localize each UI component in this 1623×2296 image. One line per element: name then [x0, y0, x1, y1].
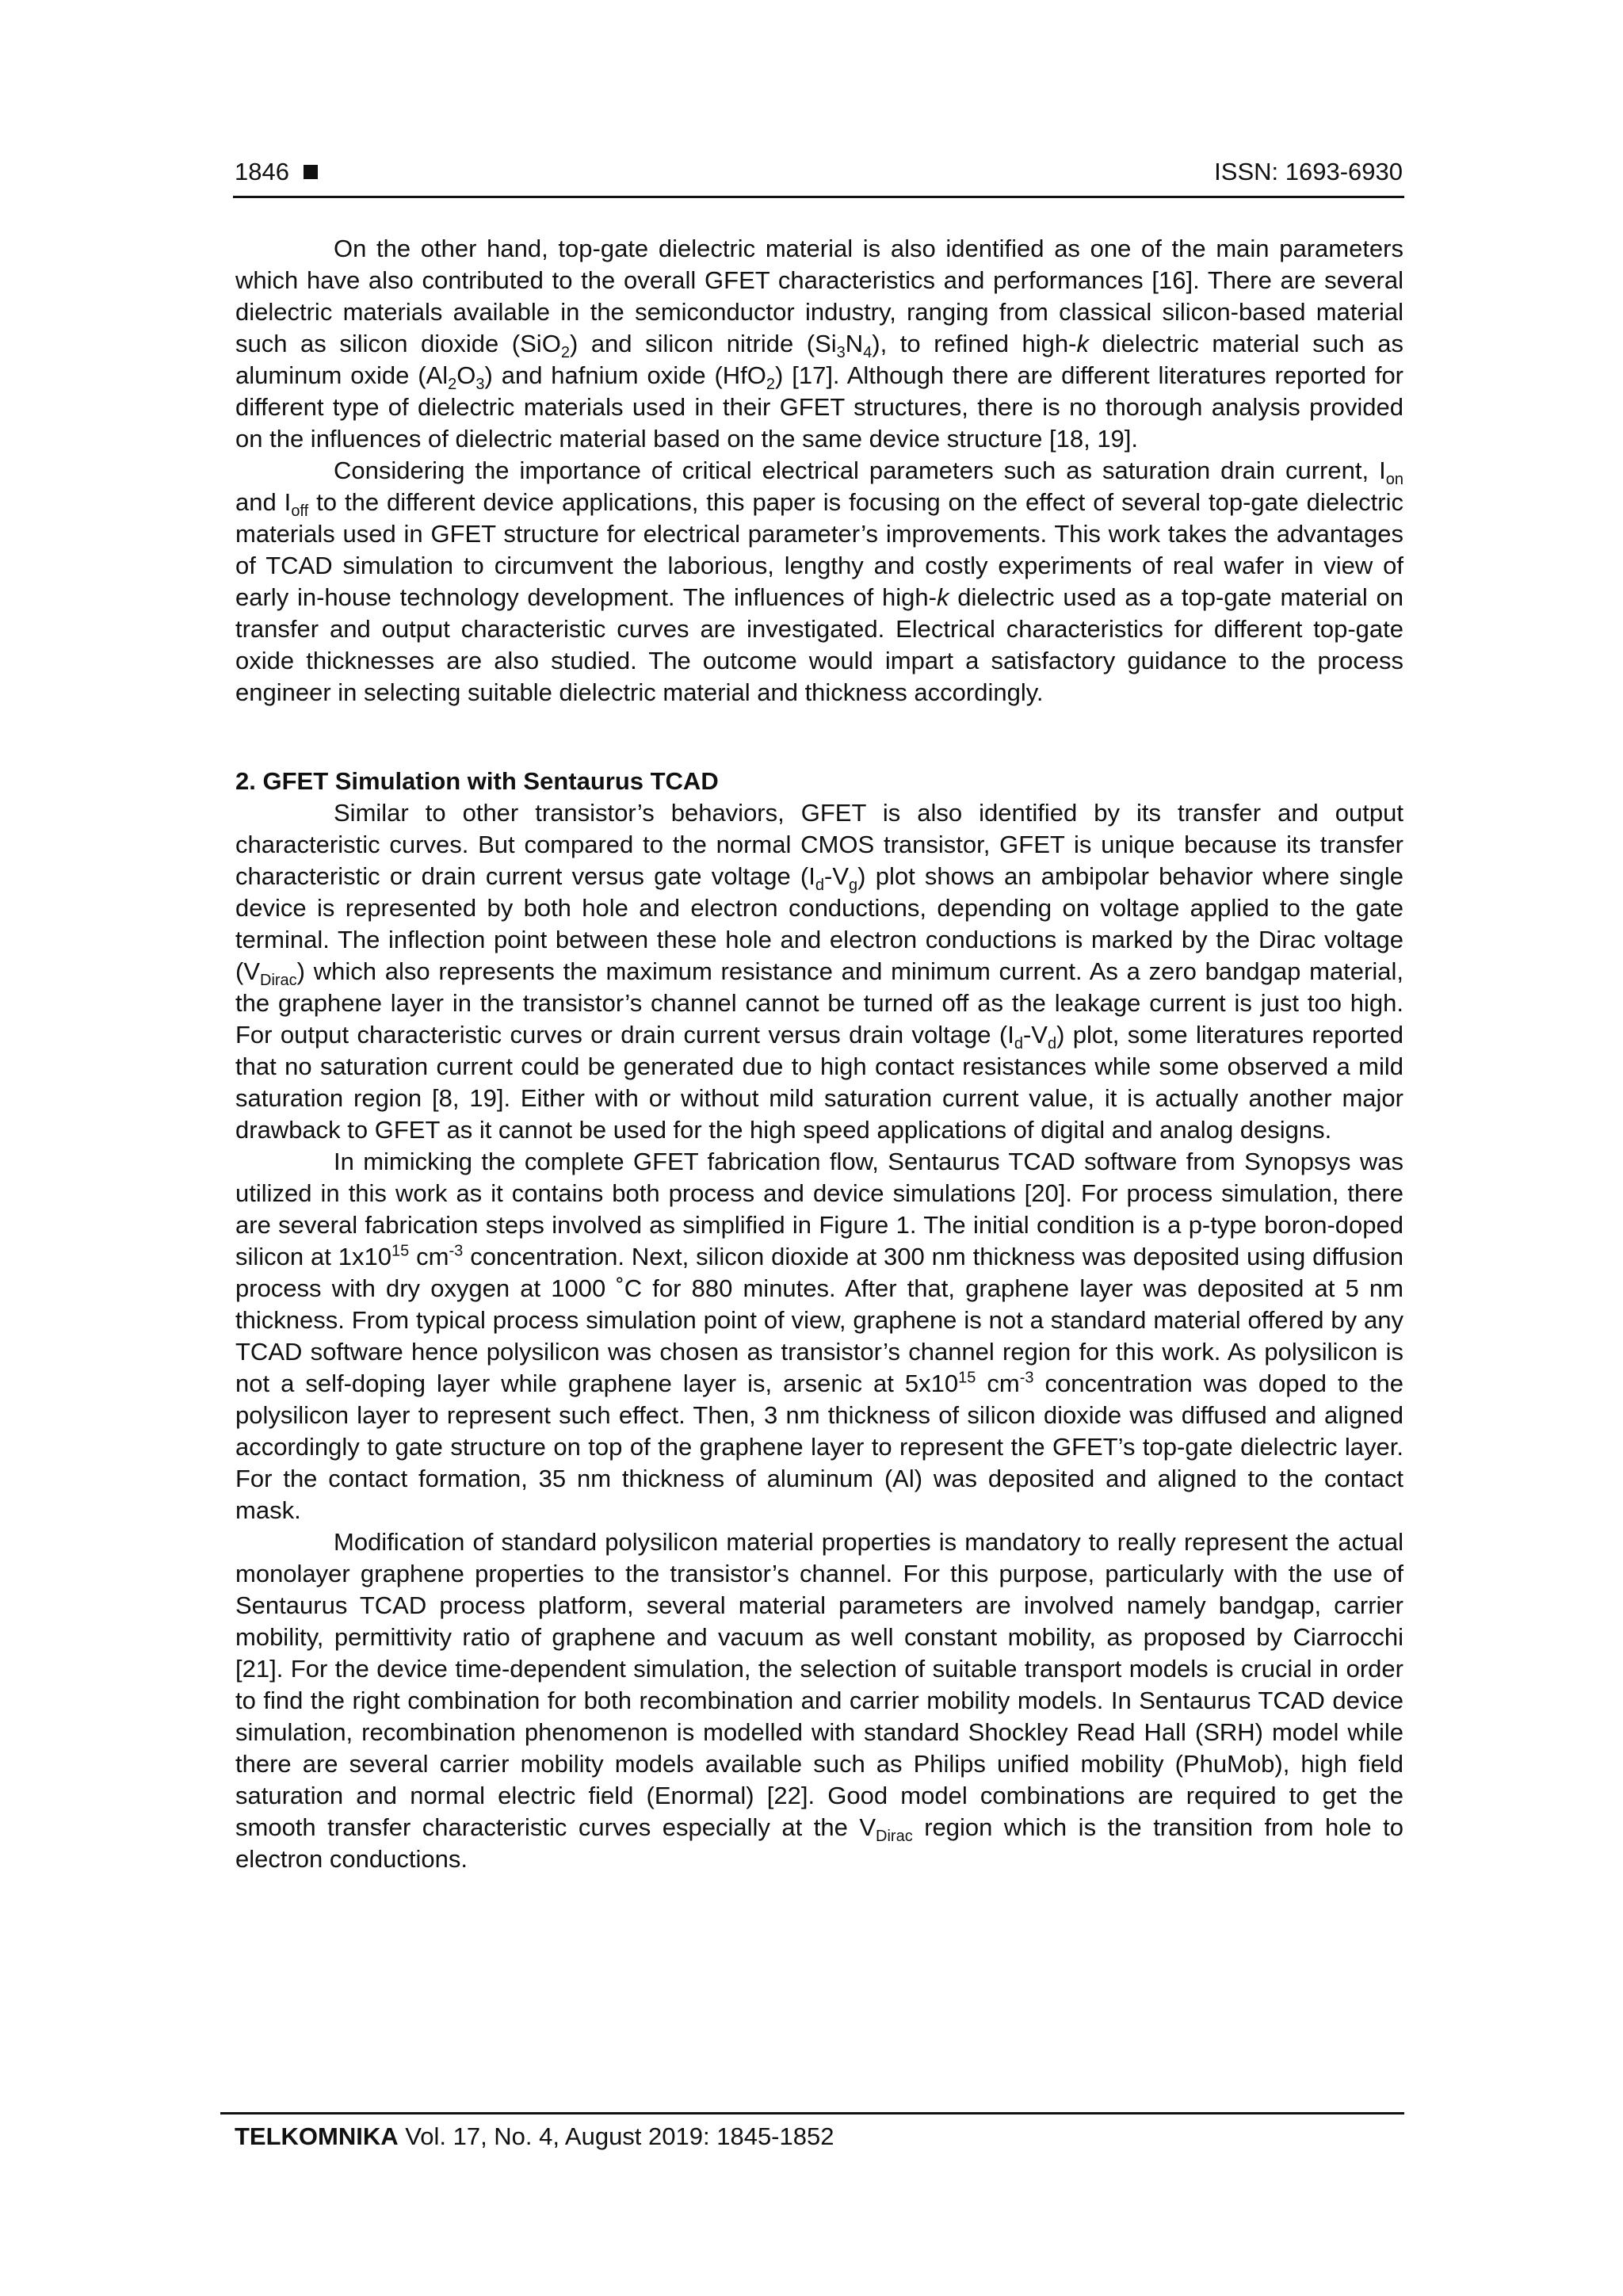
- footer-rule: [220, 2112, 1404, 2115]
- running-header: [235, 156, 1403, 196]
- black-square-icon: [304, 165, 318, 179]
- paragraph-5: Modification of standard polysilicon material properties is mandatory to really represent the actual monolayer graphene properties to the transistor’s channel. For this purpose, particularly with the use of Sentaurus TCAD process platform, several material parameters are involved namely bandgap, carrier mobility, permittivity ratio of graphene and vacuum as well constant mobility, as proposed by Ciarrocchi [21]. For the device time-dependent simulation, the selection of suitable transport models is crucial in order to find the right combination for both recombination and carrier mobility models. In Sentaurus TCAD device simulation, recombination phenomenon is modelled with standard Shockley Read Hall (SRH) model while there are several carrier mobility models available such as Philips unified mobility (PhuMob), high field saturation and normal electric field (Enormal) [22]. Good model combinations are required to get the smooth transfer characteristic curves especially at the $V_{Dirac}$ region which is the transition from hole to electron conductions.: [235, 1528, 1403, 1873]
- paragraph-4: In mimicking the complete GFET fabrication flow, Sentaurus TCAD software from Synopsys was utilized in this work as it contains both process and device simulations [20]. For process simulation, there are several fabrication steps involved as simplified in Figure 1. The initial condition is a p-type boron-doped silicon at $1x10^{15}$ $cm^{-3}$ concentration. Next, silicon dioxide at 300 nm thickness was deposited using diffusion process with dry oxygen at 1000 ˚C for 880 minutes. After that, graphene layer was deposited at 5 nm thickness. From typical process simulation point of view, graphene is not a standard material offered by any TCAD software hence polysilicon was chosen as transistor’s channel region for this work. As polysilicon is not a self-doping layer while graphene layer is, arsenic at $5x10^{15}$ $cm^{-3}$ concentration was doped to the polysilicon layer to represent such effect. Then, 3 nm thickness of silicon dioxide was diffused and aligned accordingly to gate structure on top of the graphene layer to represent the GFET’s top-gate dielectric layer. For the contact formation, 35 nm thickness of aluminum (Al) was deposited and aligned to the contact mask.: [235, 1148, 1404, 1524]
- journal-name: TELKOMNIKA: [235, 2122, 399, 2150]
- paragraph-1: On the other hand, top-gate dielectric material is also identified as one of the main parameters which have also contributed to the overall GFET characteristics and performances [16]. There are several dielectric materials available in the semiconductor industry, ranging from classical silicon-based material such as silicon dioxide (SiO$_2$) and silicon nitride $(Si_3N_4)$, to refined high-k dielectric material such as aluminum oxide $(Al_2O_3)$ and hafnium oxide (HfO$_2$) [17]. Although there are different literatures reported for different type of dielectric materials used in their GFET structures, there is no thorough analysis provided on the influences of dielectric material based on the same device structure [18, 19].: [235, 235, 1404, 453]
- section-title: 2. GFET Simulation with Sentaurus TCAD: [235, 767, 719, 795]
- journal-citation: Vol. 17, No. 4, August 2019: 1845-1852: [398, 2122, 834, 2150]
- running-footer: [235, 2121, 834, 2153]
- paragraph-2: Considering the importance of critical electrical parameters such as saturation drain current, $I_{on}$ and $I_{off}$ to the different device applications, this paper is focusing on the effect of several top-gate dielectric materials used in GFET structure for electrical parameter’s improvements. This work takes the advantages of TCAD simulation to circumvent the laborious, lengthy and costly experiments of real wafer in view of early in-house technology development. The influences of high-k dielectric used as a top-gate material on transfer and output characteristic curves are investigated. Electrical characteristics for different top-gate oxide thicknesses are also studied. The outcome would impart a satisfactory guidance to the process engineer in selecting suitable dielectric material and thickness accordingly.: [235, 457, 1404, 706]
- issn: ISSN: 1693-6930: [1214, 158, 1403, 185]
- paragraph-3: Similar to other transistor’s behaviors, GFET is also identified by its transfer and output characteristic curves. But compared to the normal CMOS transistor, GFET is unique because its transfer characteristic or drain current versus gate voltage $(I_d-V_g)$ plot shows an ambipolar behavior where single device is represented by both hole and electron conductions, depending on voltage applied to the gate terminal. The inflection point between these hole and electron conductions is marked by the Dirac voltage $(V_{Dirac})$ which also represents the maximum resistance and minimum current. As a zero bandgap material, the graphene layer in the transistor’s channel cannot be turned off as the leakage current is just too high. For output characteristic curves or drain current versus drain voltage $(I_d-V_d)$ plot, some literatures reported that no saturation current could be generated due to high contact resistances while some observed a mild saturation region [8, 19]. Either with or without mild saturation current value, it is actually another major drawback to GFET as it cannot be used for the high speed applications of digital and analog designs.: [235, 799, 1403, 1144]
- body-text: [235, 233, 1403, 1875]
- page-number: 1846: [235, 158, 289, 185]
- header-rule: [233, 196, 1404, 198]
- header-left: [235, 156, 318, 188]
